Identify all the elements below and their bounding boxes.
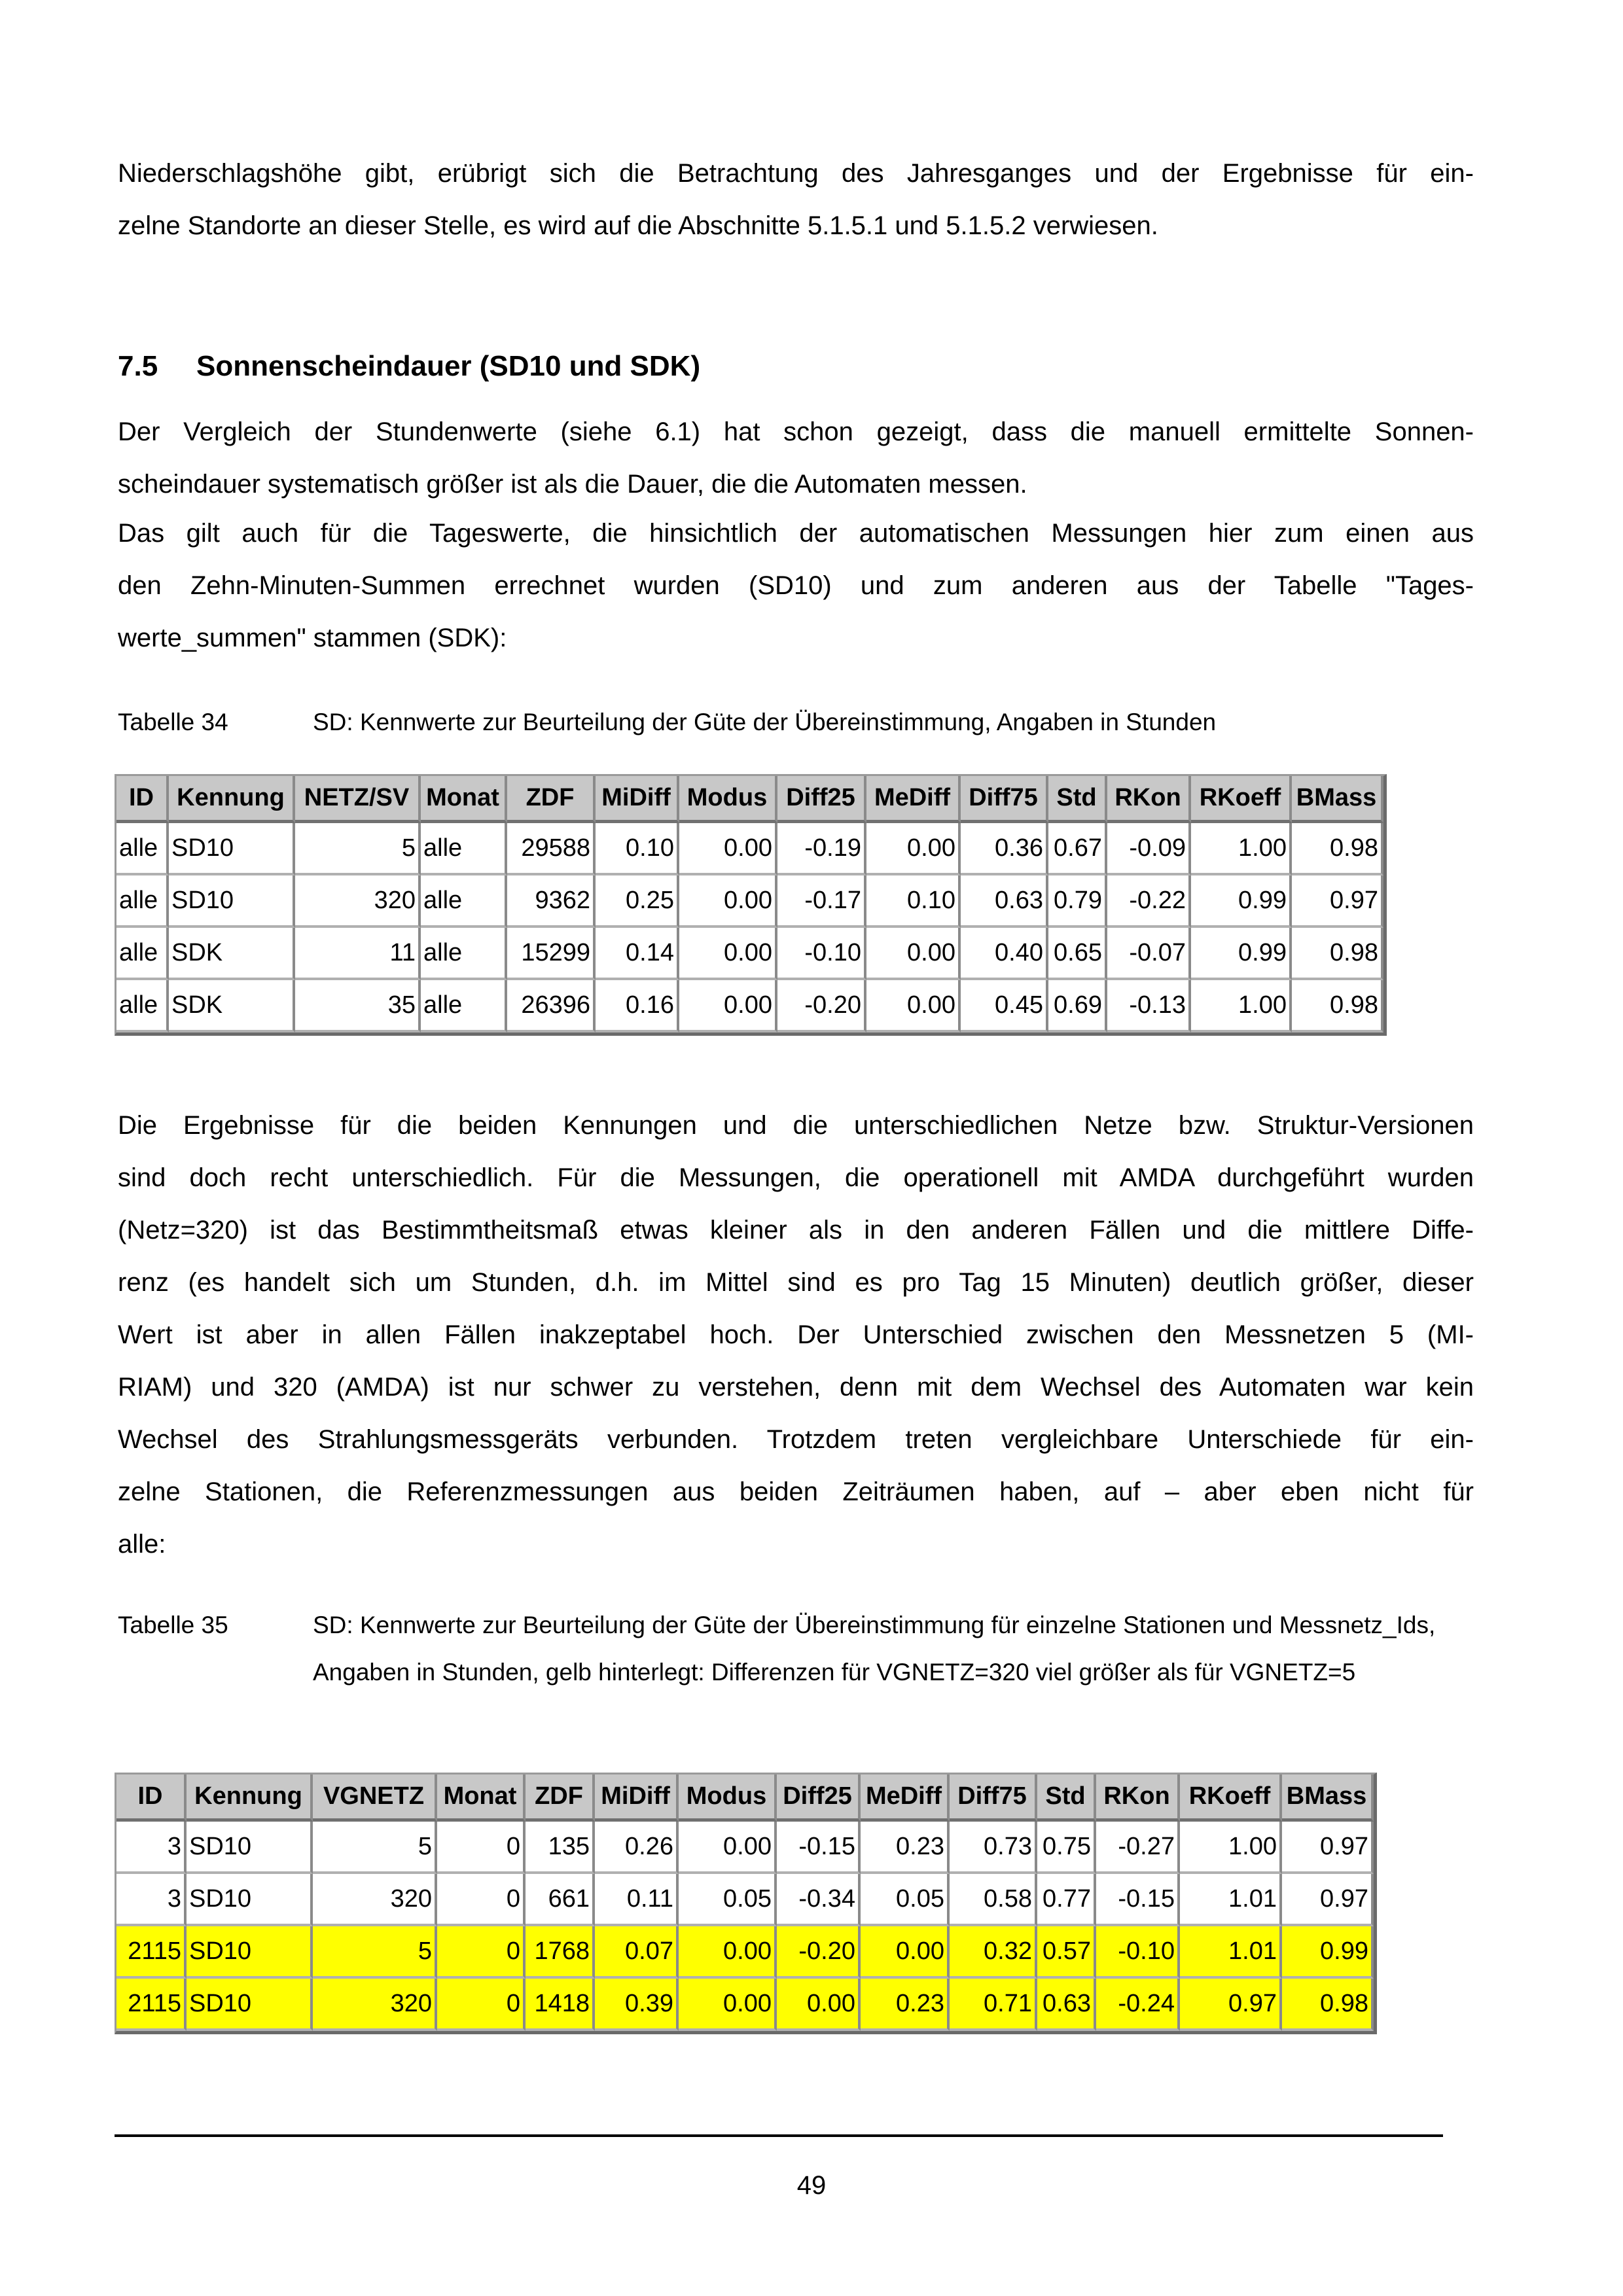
table-cell: 0 bbox=[437, 1874, 526, 1926]
table-cell: 2115 bbox=[116, 1979, 187, 2031]
table-cell: 0.26 bbox=[595, 1822, 679, 1874]
table-cell: 0.58 bbox=[950, 1874, 1037, 1926]
section-heading bbox=[118, 340, 700, 393]
column-header: Kennung bbox=[187, 1775, 313, 1822]
table-cell: 0.39 bbox=[595, 1979, 679, 2031]
table-cell: SDK bbox=[169, 928, 295, 980]
table-cell: 5 bbox=[313, 1926, 437, 1979]
table-cell: 1768 bbox=[526, 1926, 595, 1979]
column-header: ZDF bbox=[507, 776, 596, 823]
column-header: BMass bbox=[1282, 1775, 1374, 1822]
table-cell: 0.00 bbox=[866, 928, 961, 980]
table-cell: SDK bbox=[169, 980, 295, 1033]
table-cell: 0.73 bbox=[950, 1822, 1037, 1874]
section-number: 7.5 bbox=[118, 350, 158, 382]
column-header: MeDiff bbox=[861, 1775, 950, 1822]
table-cell: 0.75 bbox=[1037, 1822, 1096, 1874]
table-row bbox=[116, 1874, 1374, 1926]
table-cell: 15299 bbox=[507, 928, 596, 980]
table-cell: -0.15 bbox=[777, 1822, 861, 1874]
text-line: Die Ergebnisse für die beiden Kennungen und die unterschiedlichen Netze bzw. Struktur-Versionen bbox=[118, 1111, 1474, 1140]
table-cell: 0.67 bbox=[1048, 823, 1107, 875]
table-cell: 135 bbox=[526, 1822, 595, 1874]
table-cell: 2115 bbox=[116, 1926, 187, 1979]
table-34 bbox=[115, 774, 1387, 1036]
page-number: 49 bbox=[796, 2171, 827, 2200]
column-header: MiDiff bbox=[595, 1775, 679, 1822]
table-cell: 0.97 bbox=[1282, 1822, 1374, 1874]
text-line: Das gilt auch für die Tageswerte, die hinsichtlich der automatischen Messungen hier zum einen aus bbox=[118, 519, 1474, 548]
column-header: RKoeff bbox=[1180, 1775, 1282, 1822]
table-caption-text: SD: Kennwerte zur Beurteilung der Güte der Übereinstimmung für einzelne Stationen und Messnetz_Ids, Angaben in Stunden, gelb hinterlegt: Differenzen für VGNETZ=320 viel größer als für VGNETZ=5 bbox=[313, 1612, 1436, 1686]
text-line: renz (es handelt sich um Stunden, d.h. im Mittel sind es pro Tag 15 Minuten) deutlich größer, dieser bbox=[118, 1268, 1474, 1297]
table-cell: 0.11 bbox=[595, 1874, 679, 1926]
table-cell: 3 bbox=[116, 1874, 187, 1926]
table-cell: alle bbox=[421, 980, 507, 1033]
table-cell: alle bbox=[421, 928, 507, 980]
paragraph-3 bbox=[118, 1099, 1474, 1570]
table-cell: -0.34 bbox=[777, 1874, 861, 1926]
table-cell: -0.19 bbox=[777, 823, 866, 875]
table-row bbox=[116, 928, 1383, 980]
table-cell: 0.23 bbox=[861, 1979, 950, 2031]
table-label: Tabelle 34 bbox=[118, 709, 228, 735]
table-cell: 0.57 bbox=[1037, 1926, 1096, 1979]
column-header: Monat bbox=[437, 1775, 526, 1822]
table-cell: 0 bbox=[437, 1979, 526, 2031]
table-cell: SD10 bbox=[169, 823, 295, 875]
table-cell: 0.99 bbox=[1282, 1926, 1374, 1979]
table-cell: 0.00 bbox=[679, 823, 777, 875]
table-row bbox=[116, 1822, 1374, 1874]
table-cell: 0.00 bbox=[679, 928, 777, 980]
text-line: sind doch recht unterschiedlich. Für die Messungen, die operationell mit AMDA durchgeführt wurden bbox=[118, 1163, 1474, 1192]
table-cell: -0.07 bbox=[1107, 928, 1191, 980]
section-title: Sonnenscheindauer (SD10 und SDK) bbox=[196, 350, 701, 382]
table-cell: 9362 bbox=[507, 875, 596, 928]
table-cell: 0.69 bbox=[1048, 980, 1107, 1033]
table-cell: 320 bbox=[295, 875, 421, 928]
table-cell: 11 bbox=[295, 928, 421, 980]
table-cell: 29588 bbox=[507, 823, 596, 875]
table-34-caption bbox=[118, 699, 1505, 746]
table-cell: 0.36 bbox=[961, 823, 1048, 875]
table-cell: 0.63 bbox=[1037, 1979, 1096, 2031]
table-cell: -0.22 bbox=[1107, 875, 1191, 928]
table-cell: 0.00 bbox=[777, 1979, 861, 2031]
table-cell: -0.10 bbox=[777, 928, 866, 980]
table-cell: 0.10 bbox=[866, 875, 961, 928]
table-cell: -0.15 bbox=[1096, 1874, 1180, 1926]
table-cell: 0.05 bbox=[679, 1874, 777, 1926]
table-cell: -0.27 bbox=[1096, 1822, 1180, 1874]
table-cell: 0.00 bbox=[679, 980, 777, 1033]
column-header: Modus bbox=[679, 776, 777, 823]
column-header: NETZ/SV bbox=[295, 776, 421, 823]
table-cell: alle bbox=[116, 823, 169, 875]
column-header: ZDF bbox=[526, 1775, 595, 1822]
text-line: scheindauer systematisch größer ist als die Dauer, die die Automaten messen. bbox=[118, 470, 1027, 499]
table-cell: alle bbox=[421, 823, 507, 875]
table-cell: 0.10 bbox=[596, 823, 679, 875]
table-35 bbox=[115, 1773, 1377, 2034]
table-cell: 0 bbox=[437, 1926, 526, 1979]
table-cell: -0.17 bbox=[777, 875, 866, 928]
table-cell: 0.71 bbox=[950, 1979, 1037, 2031]
table-row bbox=[116, 1979, 1374, 2031]
table-row bbox=[116, 980, 1383, 1033]
column-header: RKon bbox=[1096, 1775, 1180, 1822]
table-cell: 1418 bbox=[526, 1979, 595, 2031]
column-header: Std bbox=[1048, 776, 1107, 823]
table-cell: 0.79 bbox=[1048, 875, 1107, 928]
table-cell: SD10 bbox=[187, 1926, 313, 1979]
table-cell: 35 bbox=[295, 980, 421, 1033]
table-cell: 0.97 bbox=[1292, 875, 1383, 928]
table-cell: 5 bbox=[295, 823, 421, 875]
text-line: den Zehn-Minuten-Summen errechnet wurden (SD10) und zum anderen aus der Tabelle "Tages- bbox=[118, 571, 1474, 600]
column-header: Diff75 bbox=[961, 776, 1048, 823]
table-cell: 0.63 bbox=[961, 875, 1048, 928]
table-cell: -0.13 bbox=[1107, 980, 1191, 1033]
table-cell: 0.65 bbox=[1048, 928, 1107, 980]
intro-paragraph bbox=[118, 147, 1474, 252]
table-35-caption bbox=[118, 1602, 1505, 1743]
table-cell: 0.07 bbox=[595, 1926, 679, 1979]
table-row bbox=[116, 1926, 1374, 1979]
column-header: MiDiff bbox=[596, 776, 679, 823]
table-cell: -0.10 bbox=[1096, 1926, 1180, 1979]
column-header: Std bbox=[1037, 1775, 1096, 1822]
column-header: MeDiff bbox=[866, 776, 961, 823]
table-cell: alle bbox=[421, 875, 507, 928]
table-header-row bbox=[116, 776, 1383, 823]
text-line: zelne Standorte an dieser Stelle, es wird auf die Abschnitte 5.1.5.1 und 5.1.5.2 verwiesen. bbox=[118, 211, 1158, 240]
table-cell: 1.00 bbox=[1191, 823, 1292, 875]
table-cell: 1.00 bbox=[1191, 980, 1292, 1033]
table-cell: 1.01 bbox=[1180, 1874, 1282, 1926]
column-header: ID bbox=[116, 776, 169, 823]
table-cell: 1.01 bbox=[1180, 1926, 1282, 1979]
table-cell: 0.97 bbox=[1282, 1874, 1374, 1926]
table-cell: 661 bbox=[526, 1874, 595, 1926]
column-header: Kennung bbox=[169, 776, 295, 823]
footer-rule bbox=[115, 2134, 1443, 2137]
table-cell: alle bbox=[116, 875, 169, 928]
table-cell: 0.98 bbox=[1292, 823, 1383, 875]
table-cell: -0.20 bbox=[777, 980, 866, 1033]
table-cell: SD10 bbox=[187, 1979, 313, 2031]
table-cell: 0.40 bbox=[961, 928, 1048, 980]
table-cell: 0.00 bbox=[866, 980, 961, 1033]
column-header: Modus bbox=[679, 1775, 777, 1822]
text-line: (Netz=320) ist das Bestimmtheitsmaß etwas kleiner als in den anderen Fällen und die mittlere Diffe- bbox=[118, 1216, 1474, 1245]
table-cell: 0.97 bbox=[1180, 1979, 1282, 2031]
table-cell: 0.00 bbox=[679, 1926, 777, 1979]
table-row bbox=[116, 823, 1383, 875]
table-cell: alle bbox=[116, 980, 169, 1033]
table-header-row bbox=[116, 1775, 1374, 1822]
table-cell: 1.00 bbox=[1180, 1822, 1282, 1874]
table-cell: 0.25 bbox=[596, 875, 679, 928]
table-label: Tabelle 35 bbox=[118, 1612, 228, 1638]
table-cell: 0.99 bbox=[1191, 928, 1292, 980]
table-cell: -0.20 bbox=[777, 1926, 861, 1979]
table-cell: 0.00 bbox=[679, 1979, 777, 2031]
column-header: RKon bbox=[1107, 776, 1191, 823]
column-header: RKoeff bbox=[1191, 776, 1292, 823]
column-header: Diff25 bbox=[777, 1775, 861, 1822]
text-line: alle: bbox=[118, 1530, 166, 1559]
table-cell: 0.16 bbox=[596, 980, 679, 1033]
table-cell: 0.77 bbox=[1037, 1874, 1096, 1926]
text-line: Wert ist aber in allen Fällen inakzeptabel hoch. Der Unterschied zwischen den Messnetzen 5 (MI- bbox=[118, 1320, 1474, 1349]
table-cell: -0.09 bbox=[1107, 823, 1191, 875]
table-cell: 26396 bbox=[507, 980, 596, 1033]
column-header: BMass bbox=[1292, 776, 1383, 823]
table-cell: 320 bbox=[313, 1979, 437, 2031]
table-cell: 0.98 bbox=[1282, 1979, 1374, 2031]
text-line: RIAM) und 320 (AMDA) ist nur schwer zu verstehen, denn mit dem Wechsel des Automaten war kein bbox=[118, 1373, 1474, 1402]
table-cell: 0.32 bbox=[950, 1926, 1037, 1979]
table-cell: 0.23 bbox=[861, 1822, 950, 1874]
table-caption-text: SD: Kennwerte zur Beurteilung der Güte der Übereinstimmung, Angaben in Stunden bbox=[313, 709, 1217, 735]
text-line: zelne Stationen, die Referenzmessungen aus beiden Zeiträumen haben, auf – aber eben nicht für bbox=[118, 1477, 1474, 1506]
table-cell: 0.00 bbox=[866, 823, 961, 875]
table-cell: 5 bbox=[313, 1822, 437, 1874]
table-cell: 0.00 bbox=[861, 1926, 950, 1979]
table-cell: 0.45 bbox=[961, 980, 1048, 1033]
table-cell: 0.14 bbox=[596, 928, 679, 980]
table-cell: SD10 bbox=[187, 1874, 313, 1926]
table-cell: 0.98 bbox=[1292, 980, 1383, 1033]
text-line: Wechsel des Strahlungsmessgeräts verbunden. Trotzdem treten vergleichbare Unterschiede für ein- bbox=[118, 1425, 1474, 1454]
text-line: Niederschlagshöhe gibt, erübrigt sich die Betrachtung des Jahresganges und der Ergebnisse für ein- bbox=[118, 159, 1474, 188]
text-line: Der Vergleich der Stundenwerte (siehe 6.1) hat schon gezeigt, dass die manuell ermittelte Sonnen- bbox=[118, 417, 1474, 446]
table-cell: alle bbox=[116, 928, 169, 980]
column-header: ID bbox=[116, 1775, 187, 1822]
column-header: Monat bbox=[421, 776, 507, 823]
table-cell: 0.00 bbox=[679, 1822, 777, 1874]
table-cell: 3 bbox=[116, 1822, 187, 1874]
table-cell: SD10 bbox=[169, 875, 295, 928]
table-cell: 0.00 bbox=[679, 875, 777, 928]
text-line: werte_summen" stammen (SDK): bbox=[118, 624, 507, 652]
table-cell: -0.24 bbox=[1096, 1979, 1180, 2031]
table-row bbox=[116, 875, 1383, 928]
table-cell: 0 bbox=[437, 1822, 526, 1874]
table-cell: 0.99 bbox=[1191, 875, 1292, 928]
table-cell: SD10 bbox=[187, 1822, 313, 1874]
paragraph-2 bbox=[118, 507, 1474, 664]
table-cell: 320 bbox=[313, 1874, 437, 1926]
column-header: Diff75 bbox=[950, 1775, 1037, 1822]
column-header: VGNETZ bbox=[313, 1775, 437, 1822]
table-cell: 0.05 bbox=[861, 1874, 950, 1926]
paragraph-1 bbox=[118, 406, 1474, 510]
table-cell: 0.98 bbox=[1292, 928, 1383, 980]
column-header: Diff25 bbox=[777, 776, 866, 823]
